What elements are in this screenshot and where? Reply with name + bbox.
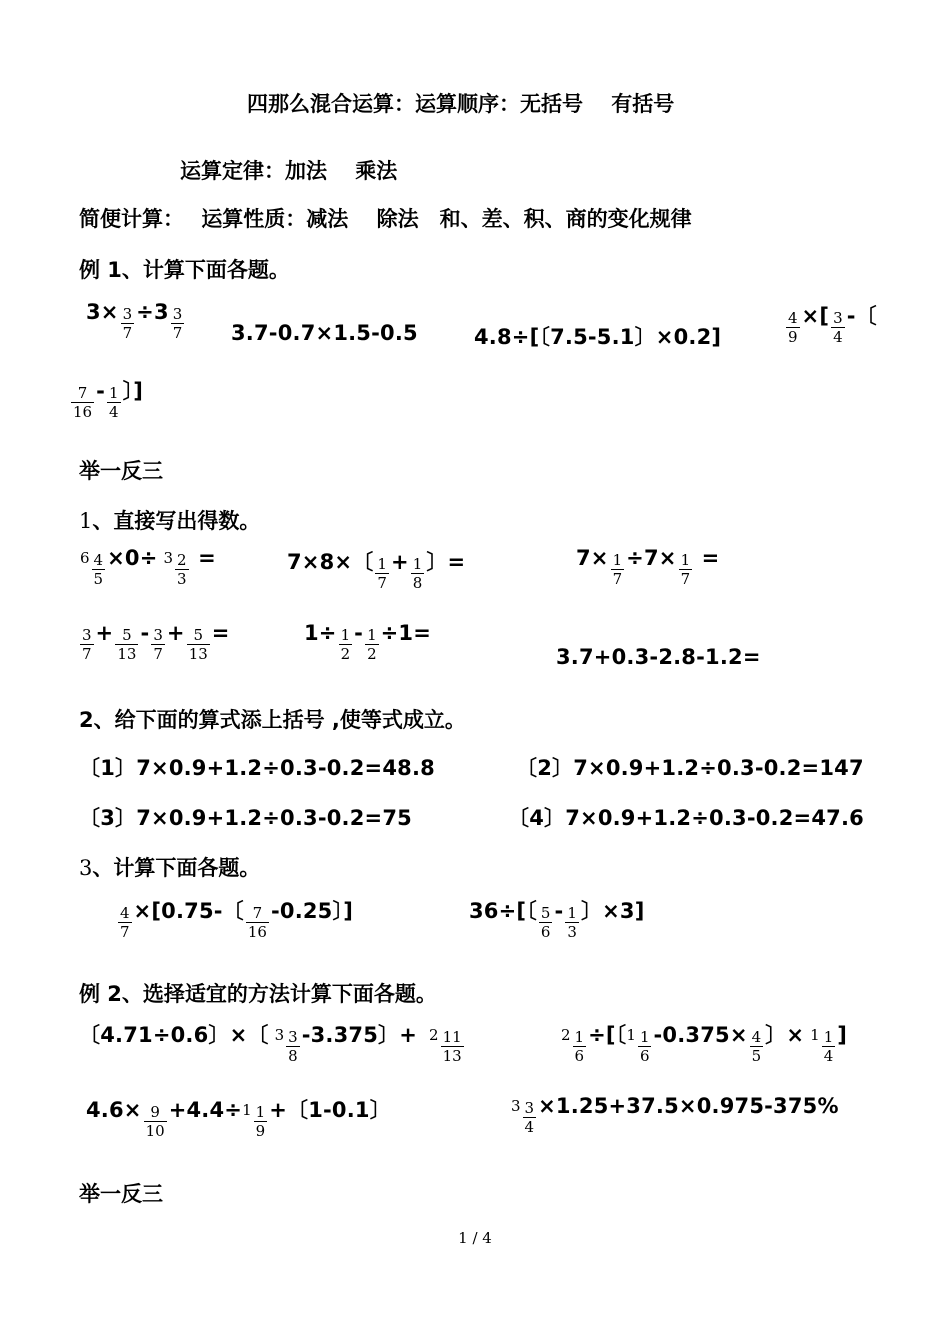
whole: 2 — [429, 1026, 439, 1044]
fraction-3-7 — [171, 305, 185, 342]
ex1-problem-3: 4.8÷[〔7.5-5.1〕×0.2] — [474, 325, 722, 349]
simplify-props: 运算性质：减法 除法 和、差、积、商的变化规律 — [201, 207, 692, 231]
mixed-number — [561, 1028, 571, 1046]
numerator: 1 — [823, 1028, 834, 1046]
text: 7×8×〔 — [287, 550, 374, 574]
fraction-1-4 — [822, 1028, 836, 1065]
q3-item-a — [116, 895, 353, 941]
denominator: 2 — [367, 645, 377, 663]
denominator: 6 — [639, 1047, 650, 1065]
whole: 1 — [242, 1101, 252, 1119]
q1-item-f: 3.7+0.3-2.8-1.2= — [556, 645, 761, 669]
text: ×[ — [801, 304, 830, 328]
text: 3× — [86, 300, 119, 324]
numerator: 1 — [574, 1028, 585, 1046]
numerator: 1 — [255, 1103, 266, 1121]
fraction-2-3 — [175, 551, 189, 588]
ex1-problem-4 — [784, 300, 877, 346]
numerator: 4 — [93, 551, 104, 569]
denominator: 7 — [377, 574, 387, 592]
q2-label: 2、给下面的算式添上括号 ,使等式成立。 — [79, 708, 466, 732]
q2-item-2: 〔2〕7×0.9+1.2÷0.3-0.2=147 — [516, 756, 864, 780]
numerator: 2 — [177, 551, 187, 569]
fraction-3-8 — [286, 1028, 300, 1065]
fraction-1-3 — [565, 904, 579, 941]
numerator: 9 — [144, 1103, 167, 1122]
text: 1÷ — [304, 621, 337, 645]
q3-label: 、计算下面各题。 — [92, 856, 261, 880]
denominator: 2 — [340, 645, 351, 663]
numerator: 4 — [788, 309, 798, 327]
fraction-3-7 — [151, 626, 165, 663]
fraction-1-8 — [411, 555, 425, 592]
denominator: 6 — [574, 1047, 585, 1065]
q1-item-e — [304, 621, 431, 663]
practice-label: 举一反三 — [79, 459, 163, 483]
numerator: 7 — [71, 384, 94, 403]
numerator: 7 — [246, 904, 269, 923]
text: = — [211, 621, 230, 645]
text: + — [166, 621, 185, 645]
denominator: 4 — [524, 1118, 535, 1136]
denominator: 6 — [540, 923, 551, 941]
numerator: 3 — [288, 1028, 298, 1046]
fraction-3-4 — [831, 309, 845, 346]
whole: 3 — [163, 549, 174, 567]
text: - — [554, 899, 564, 923]
denominator: 5 — [93, 570, 104, 588]
page-number: 1 / 4 — [458, 1229, 492, 1247]
fraction-1-9 — [254, 1103, 268, 1140]
numerator: 1 — [367, 626, 377, 644]
fraction-4-5 — [92, 551, 106, 588]
whole: 1 — [810, 1026, 820, 1044]
page-title: 四那么混合运算：运算顺序：无括号 有括号 — [247, 92, 675, 116]
fraction-1-2 — [365, 626, 379, 663]
text: 36÷[〔 — [469, 899, 537, 923]
denominator: 16 — [247, 923, 267, 941]
numerator: 5 — [115, 626, 138, 645]
ex2-problem-b — [561, 1019, 847, 1065]
q1-number: 1 — [79, 509, 93, 533]
text: 〕] — [122, 379, 144, 403]
denominator: 13 — [188, 645, 208, 663]
ex1-problem-1 — [86, 300, 186, 342]
denominator: 16 — [73, 403, 93, 421]
text: 〕= — [426, 550, 466, 574]
fraction-11-13 — [441, 1028, 464, 1065]
ex2-problem-d — [511, 1094, 839, 1136]
q3-number: 3 — [79, 856, 93, 880]
fraction-4-5 — [750, 1028, 764, 1065]
numerator: 1 — [412, 555, 423, 573]
denominator: 7 — [82, 645, 92, 663]
numerator: 4 — [120, 904, 130, 922]
text: ] — [837, 1023, 848, 1047]
numerator: 4 — [751, 1028, 762, 1046]
simplify-label: 简便计算： — [79, 207, 184, 231]
denominator: 7 — [122, 324, 133, 342]
denominator: 7 — [680, 570, 691, 588]
q1-heading — [79, 505, 260, 535]
fraction-9-10 — [144, 1103, 167, 1140]
numerator: 1 — [567, 904, 577, 922]
example-2-label: 例 2、选择适宜的方法计算下面各题。 — [79, 982, 437, 1006]
text: -0.375× — [653, 1023, 748, 1047]
q1-item-b — [287, 546, 465, 592]
text: ×[0.75-〔 — [133, 899, 244, 923]
whole: 6 — [80, 549, 90, 567]
fraction-4-7 — [118, 904, 132, 941]
fraction-1-4 — [107, 384, 121, 421]
text: +〔1-0.1〕 — [269, 1098, 391, 1122]
fraction-1-7 — [611, 551, 625, 588]
text: - — [140, 621, 150, 645]
denominator: 7 — [153, 645, 163, 663]
q2-item-1: 〔1〕7×0.9+1.2÷0.3-0.2=48.8 — [79, 756, 435, 780]
numerator: 5 — [540, 904, 551, 922]
q1-item-a — [80, 546, 216, 588]
numerator: 5 — [187, 626, 210, 645]
numerator: 11 — [442, 1028, 462, 1046]
fraction-1-2 — [339, 626, 353, 663]
q3-item-b — [469, 895, 645, 941]
mixed-number — [80, 551, 90, 569]
q2-item-3: 〔3〕7×0.9+1.2÷0.3-0.2=75 — [79, 806, 412, 830]
numerator: 3 — [82, 626, 92, 644]
simplify-line — [79, 203, 692, 233]
denominator: 7 — [172, 324, 183, 342]
text: 〕× — [765, 1023, 805, 1047]
ex2-problem-a — [79, 1019, 466, 1065]
fraction-3-4 — [523, 1099, 537, 1136]
denominator: 9 — [255, 1122, 266, 1140]
text: +4.4÷ — [168, 1098, 243, 1122]
numerator: 1 — [109, 384, 119, 402]
text: - — [96, 379, 106, 403]
whole: 2 — [561, 1026, 571, 1044]
mixed-number — [164, 551, 174, 569]
q1-label: 、直接写出得数。 — [92, 509, 261, 533]
text: -0.25〕] — [270, 899, 353, 923]
mixed-number — [242, 1103, 252, 1121]
ex1-problem-4-cont — [69, 375, 143, 421]
numerator: 3 — [153, 626, 163, 644]
text: ÷1= — [380, 621, 432, 645]
q3-heading — [79, 852, 260, 882]
denominator: 3 — [177, 570, 187, 588]
fraction-7-16 — [246, 904, 269, 941]
denominator: 3 — [567, 923, 577, 941]
q2-item-4: 〔4〕7×0.9+1.2÷0.3-0.2=47.6 — [508, 806, 864, 830]
numerator: 1 — [612, 551, 623, 569]
mixed-number — [511, 1099, 521, 1117]
text: = — [694, 546, 720, 570]
denominator: 8 — [412, 574, 423, 592]
whole: 3 — [511, 1097, 521, 1115]
denominator: 9 — [788, 328, 798, 346]
text: ×1.25+37.5×0.975-375% — [538, 1094, 839, 1118]
text: + — [390, 550, 409, 574]
fraction-1-6 — [573, 1028, 587, 1065]
denominator: 13 — [117, 645, 137, 663]
text: -〔 — [846, 304, 877, 328]
numerator: 1 — [377, 555, 387, 573]
practice-label-2: 举一反三 — [79, 1182, 163, 1206]
text: 4.6× — [86, 1098, 142, 1122]
fraction-1-7 — [679, 551, 693, 588]
mixed-number — [810, 1028, 820, 1046]
text: ÷7× — [626, 546, 677, 570]
whole: 1 — [626, 1026, 636, 1044]
denominator: 13 — [442, 1047, 462, 1065]
whole: 3 — [274, 1026, 285, 1044]
laws-line: 运算定律：加法 乘法 — [180, 159, 398, 183]
denominator: 4 — [833, 328, 843, 346]
text: = — [190, 546, 216, 570]
text: + — [95, 621, 114, 645]
denominator: 4 — [109, 403, 119, 421]
text: ×0÷ — [107, 546, 158, 570]
denominator: 10 — [145, 1122, 165, 1140]
fraction-5-6 — [539, 904, 553, 941]
fraction-5-13 — [187, 626, 210, 663]
text: - — [354, 621, 364, 645]
mixed-number — [275, 1028, 285, 1046]
q1-item-c — [576, 546, 719, 588]
q1-item-d — [78, 621, 230, 663]
fraction-3-7 — [80, 626, 94, 663]
numerator: 1 — [340, 626, 351, 644]
ex2-problem-c — [86, 1094, 391, 1140]
ex1-problem-2: 3.7-0.7×1.5-0.5 — [231, 321, 418, 345]
text: 〕×3] — [580, 899, 645, 923]
fraction-1-6 — [638, 1028, 652, 1065]
fraction-7-16 — [71, 384, 94, 421]
numerator: 3 — [172, 305, 183, 323]
fraction-3-7 — [121, 305, 135, 342]
text: -3.375〕+ — [301, 1023, 418, 1047]
denominator: 5 — [751, 1047, 762, 1065]
text: ÷[〔 — [588, 1023, 627, 1047]
numerator: 3 — [122, 305, 133, 323]
numerator: 3 — [833, 309, 843, 327]
fraction-4-9 — [786, 309, 800, 346]
numerator: 3 — [524, 1099, 535, 1117]
numerator: 1 — [680, 551, 691, 569]
mixed-number — [626, 1028, 636, 1046]
mixed-number — [429, 1028, 439, 1046]
fraction-5-13 — [115, 626, 138, 663]
denominator: 7 — [612, 570, 623, 588]
fraction-1-7 — [375, 555, 389, 592]
numerator: 1 — [639, 1028, 650, 1046]
denominator: 7 — [120, 923, 130, 941]
text: 〔4.71÷0.6〕×〔 — [79, 1023, 269, 1047]
denominator: 4 — [823, 1047, 834, 1065]
text: ÷3 — [136, 300, 169, 324]
text: 7× — [576, 546, 609, 570]
denominator: 8 — [288, 1047, 298, 1065]
example-1-label: 例 1、计算下面各题。 — [79, 258, 290, 282]
